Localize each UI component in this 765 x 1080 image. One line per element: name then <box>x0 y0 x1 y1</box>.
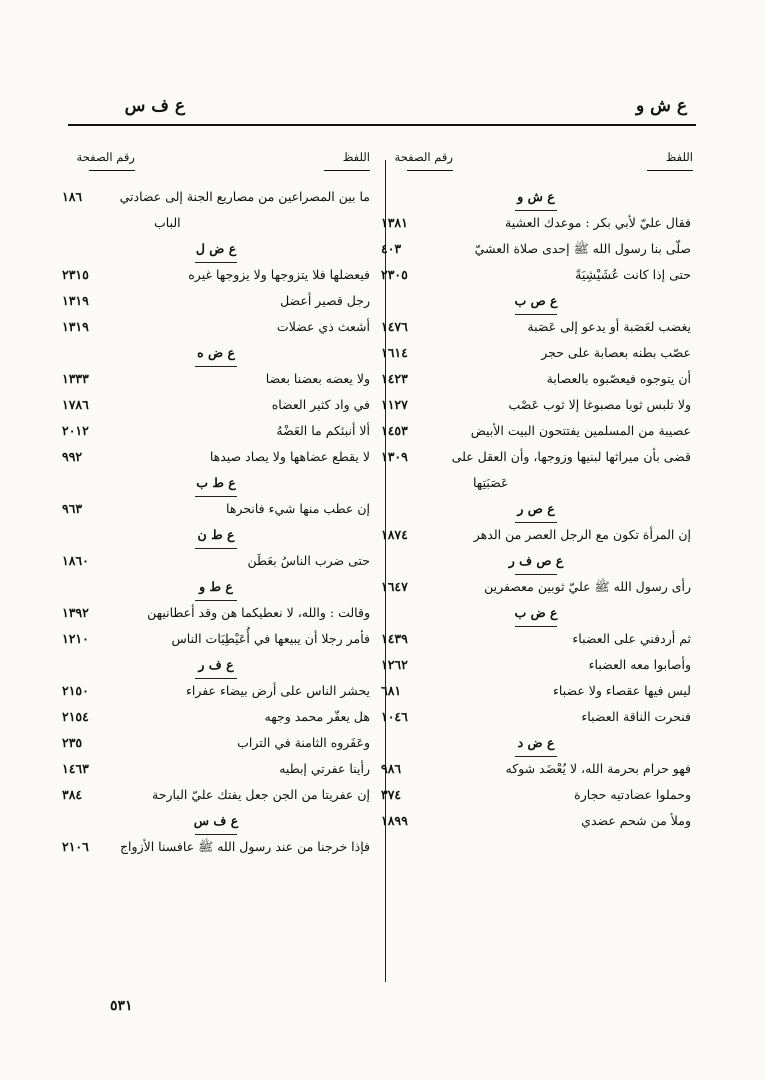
entry-text: رجل قصير أعضل <box>280 293 370 308</box>
root-letters: ع ط و <box>199 579 233 594</box>
entry-text: إن عفريتا من الجن جعل يفتك عليّ البارحة <box>152 787 370 802</box>
root-letters: ع ض د <box>517 735 555 750</box>
page-reference: ١٦١٤ <box>381 345 408 360</box>
entry-text: وملأ من شحم عضدي <box>581 813 691 828</box>
index-entry <box>62 368 370 394</box>
root-letters: ع ط ن <box>197 527 235 542</box>
page-reference: ٢٣٥ <box>62 735 83 750</box>
entry-text: وأصابوا معه العضباء <box>588 657 691 672</box>
page-reference: ٩٦٣ <box>62 501 83 516</box>
entry-text: فيعضلها فلا يتزوجها ولا يزوجها غيره <box>188 267 370 282</box>
index-entry <box>62 732 370 758</box>
entry-text: ثم أردفني على العضباء <box>572 631 691 646</box>
index-entry <box>62 602 370 628</box>
entry-text: لا يقطع عضاهها ولا يصاد صيدها <box>209 449 370 464</box>
entry-text: ولا يعضه بعضنا بعضا <box>265 371 370 386</box>
page-reference: ١١٢٧ <box>381 397 408 412</box>
index-entry <box>62 420 370 446</box>
entry-text: ليس فيها عقصاء ولا عضباء <box>553 683 691 698</box>
index-entry <box>381 212 691 238</box>
entry-text: وقالت : والله، لا نعطيكما هن وقد أعطانيهن <box>147 605 370 620</box>
entry-text: إن عطب منها شيء فانحرها <box>226 501 370 516</box>
page-reference: ٦٨١ <box>381 683 402 698</box>
column-header-page-left: رقم الصفحة <box>77 150 135 171</box>
entry-text: يغضب لعَصَبة أو يدعو إلى عَصَبة <box>527 319 691 334</box>
index-entry <box>381 524 691 550</box>
index-entry <box>381 238 691 264</box>
entry-text: صلّى بنا رسول الله ﷺ إحدى صلاة العشيّ <box>474 241 691 256</box>
index-entry <box>381 784 691 810</box>
page-reference: ٩٩٢ <box>62 449 83 464</box>
heading-underline <box>515 626 557 627</box>
root-letters: ع ش و <box>517 189 555 204</box>
page-reference: ١٤٧٦ <box>381 319 408 334</box>
root-letters: ع ض ه <box>197 345 235 360</box>
entry-text: رأينا عفرتي إبطيه <box>279 761 370 776</box>
root-heading <box>381 732 691 758</box>
index-entry <box>62 680 370 706</box>
root-heading <box>381 498 691 524</box>
root-letters: ع ض ل <box>195 241 237 256</box>
column-header-word-left: اللفظ <box>324 150 370 171</box>
index-entry <box>62 290 370 316</box>
entry-text: وعَفَروه الثامنة في التراب <box>237 735 370 750</box>
page-reference: ٣٧٤ <box>381 787 402 802</box>
root-heading <box>62 472 370 498</box>
page-reference: ٢٠١٢ <box>62 423 89 438</box>
entry-text: الباب <box>154 215 181 230</box>
root-heading <box>62 810 370 836</box>
index-entry <box>62 394 370 420</box>
page-reference: ١٤٦٣ <box>62 761 89 776</box>
root-letters: ع ط ب <box>196 475 236 490</box>
index-entry <box>381 342 691 368</box>
page-reference: ٢٣٠٥ <box>381 267 408 282</box>
index-entry <box>381 576 691 602</box>
running-header-right: ع ش و <box>636 96 687 116</box>
entry-text: ألا أنبئكم ما العَضْهُ <box>276 423 370 438</box>
index-entry <box>381 654 691 680</box>
right-column <box>381 186 691 836</box>
entry-text: يحشر الناس على أرض بيضاء عفراء <box>185 683 370 698</box>
root-heading <box>62 524 370 550</box>
entry-text: فأمر رجلا أن يبيعها في أُعَيْطِيَات الناس <box>171 631 370 646</box>
page-reference: ١٨٦ <box>62 189 83 204</box>
entry-text: فهو حرام بحرمة الله، لا يُعْضَد شوكه <box>505 761 691 776</box>
root-letters: ع ف س <box>193 813 239 828</box>
root-heading <box>381 602 691 628</box>
left-column <box>62 186 370 862</box>
entry-text: وحملوا عضادتيه حجارة <box>574 787 691 802</box>
entry-text: عصّب بطنه بعصابة على حجر <box>541 345 691 360</box>
page-reference: ١٣٣٣ <box>62 371 89 386</box>
page-reference: ١٤٥٣ <box>381 423 408 438</box>
page-reference: ٤٠٣ <box>381 241 402 256</box>
page-reference: ١٨٧٤ <box>381 527 408 542</box>
index-entry <box>381 420 691 446</box>
index-entry <box>62 628 370 654</box>
entry-text: فنحرت الناقة العضباء <box>581 709 691 724</box>
page-reference: ٢٣١٥ <box>62 267 89 282</box>
root-letters: ع ص ف ر <box>508 553 564 568</box>
page-reference: ٢١٠٦ <box>62 839 89 854</box>
page-reference: ٢١٥٠ <box>62 683 89 698</box>
entry-text: حتى إذا كانت عُشَيْشِيَةً <box>575 267 691 282</box>
root-heading <box>381 186 691 212</box>
root-letters: ع ف ر <box>198 657 234 672</box>
entry-continuation <box>62 212 370 238</box>
page-reference: ١٦٤٧ <box>381 579 408 594</box>
index-entry <box>62 784 370 810</box>
heading-underline <box>515 756 557 757</box>
header-rule <box>68 124 696 126</box>
page-reference: ١٢١٠ <box>62 631 89 646</box>
heading-underline <box>195 262 237 263</box>
heading-underline <box>195 496 237 497</box>
page-reference: ٣٨٤ <box>62 787 83 802</box>
index-entry <box>62 550 370 576</box>
root-heading <box>381 550 691 576</box>
entry-text: حتى ضرب الناسُ بعَطَن <box>247 553 370 568</box>
page-reference: ١٣٠٩ <box>381 449 408 464</box>
column-header-page-right: رقم الصفحة <box>395 150 453 171</box>
heading-underline <box>195 678 237 679</box>
entry-text: هل يعفّر محمد وجهه <box>264 709 370 724</box>
entry-text: إن المرأة تكون مع الرجل العصر من الدهر <box>473 527 691 542</box>
heading-underline <box>515 522 557 523</box>
root-heading <box>62 654 370 680</box>
page-reference: ٩٨٦ <box>381 761 402 776</box>
root-heading <box>62 576 370 602</box>
heading-underline <box>195 366 237 367</box>
index-entry <box>62 836 370 862</box>
column-header-word-right: اللفظ <box>647 150 693 171</box>
index-entry <box>381 394 691 420</box>
entry-continuation <box>381 472 691 498</box>
page-reference: ١٧٨٦ <box>62 397 89 412</box>
entry-text: قضى بأن ميراثها لبنيها وزوجها، وأن العقل على <box>451 449 691 464</box>
page-reference: ٢١٥٤ <box>62 709 89 724</box>
root-heading <box>62 238 370 264</box>
index-entry <box>381 628 691 654</box>
entry-text: في واد كثير العضاه <box>271 397 370 412</box>
entry-text: أن يتوجوه فيعصّبوه بالعصابة <box>546 371 691 386</box>
page-reference: ١٨٦٠ <box>62 553 89 568</box>
entry-text: عصيبة من المسلمين يفتتحون البيت الأبيض <box>470 423 691 438</box>
index-entry <box>62 446 370 472</box>
heading-underline <box>195 834 237 835</box>
page-reference: ١٣٨١ <box>381 215 408 230</box>
root-letters: ع ص ب <box>514 293 558 308</box>
index-entry <box>381 810 691 836</box>
entry-text: عَصَبَتِها <box>473 475 509 490</box>
index-entry <box>62 706 370 732</box>
heading-underline <box>195 548 237 549</box>
page-reference: ١٣١٩ <box>62 319 89 334</box>
entry-text: فإذا خرجنا من عند رسول الله ﷺ عافسنا الأزواج <box>119 839 370 854</box>
index-entry <box>62 316 370 342</box>
index-entry <box>62 758 370 784</box>
index-entry <box>62 498 370 524</box>
entry-text: فقال عليّ لأبي بكر : موعدك العشية <box>505 215 691 230</box>
heading-underline <box>195 600 237 601</box>
running-header-left: ع ف س <box>124 96 185 116</box>
entry-text: ولا تلبس ثوبا مصبوغا إلا ثوب عَصْب <box>508 397 691 412</box>
page-reference: ١٣٩٢ <box>62 605 89 620</box>
index-entry <box>381 680 691 706</box>
index-entry <box>381 368 691 394</box>
entry-text: أشعث ذي عضلات <box>276 319 370 334</box>
index-entry <box>62 186 370 212</box>
page-reference: ١٨٩٩ <box>381 813 408 828</box>
heading-underline <box>515 314 557 315</box>
root-letters: ع ض ب <box>514 605 558 620</box>
index-entry <box>381 264 691 290</box>
index-entry <box>381 316 691 342</box>
page-reference: ١٢٦٢ <box>381 657 408 672</box>
page-reference: ١٣١٩ <box>62 293 89 308</box>
root-letters: ع ص ر <box>517 501 555 516</box>
heading-underline <box>515 574 557 575</box>
root-heading <box>62 342 370 368</box>
entry-text: رأى رسول الله ﷺ عليّ ثوبين معصفرين <box>484 579 691 594</box>
index-entry <box>381 758 691 784</box>
root-heading <box>381 290 691 316</box>
index-entry <box>381 706 691 732</box>
index-entry <box>381 446 691 472</box>
index-entry <box>62 264 370 290</box>
heading-underline <box>515 210 557 211</box>
page-number: ٥٣١ <box>110 998 133 1014</box>
entry-text: ما بين المصراعين من مصاريع الجنة إلى عضادتي <box>119 189 370 204</box>
page-reference: ١٤٣٩ <box>381 631 408 646</box>
page-reference: ١٤٢٣ <box>381 371 408 386</box>
page-reference: ١٠٤٦ <box>381 709 408 724</box>
